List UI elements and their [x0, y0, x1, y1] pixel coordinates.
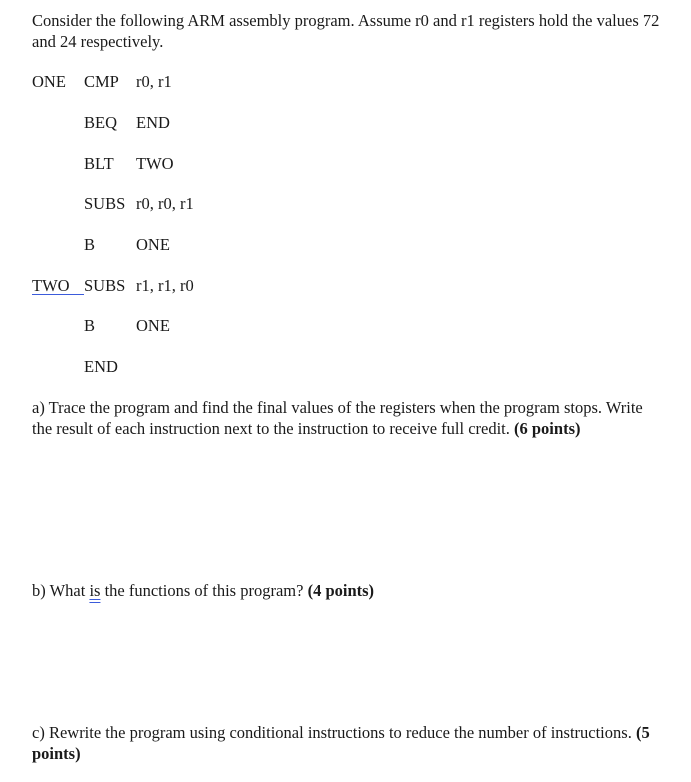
code-operands: ONE [136, 316, 170, 335]
code-label: ONE [32, 72, 66, 91]
question-b-underlined-word: is [89, 581, 101, 600]
code-line [0, 193, 691, 215]
code-mnemonic: CMP [84, 72, 119, 91]
question-c-points: (5 points) [32, 723, 650, 763]
code-line [0, 153, 691, 175]
question-a-text: a) Trace the program and find the final values of the registers when the program stops. Write the result of each instruction next to the instruction to receive full credit. [32, 398, 643, 438]
code-line [0, 234, 691, 256]
question-b-points: (4 points) [307, 581, 375, 600]
code-mnemonic: BEQ [84, 113, 117, 132]
code-operands: ONE [136, 235, 170, 254]
code-operands: TWO [136, 154, 174, 173]
code-operands: r1, r1, r0 [136, 276, 194, 295]
code-line [0, 112, 691, 134]
code-label: TWO [32, 276, 70, 295]
question-a [32, 397, 662, 439]
code-line [0, 275, 691, 297]
question-b [32, 580, 662, 601]
problem-intro: Consider the following ARM assembly program. Assume r0 and r1 registers hold the values 72 and 24 respectively. [32, 11, 660, 51]
code-operands: r0, r0, r1 [136, 194, 194, 213]
code-line [0, 71, 691, 93]
code-mnemonic: SUBS [84, 276, 126, 295]
code-mnemonic: BLT [84, 154, 114, 173]
code-mnemonic: SUBS [84, 194, 126, 213]
question-b-text-after: the functions of this program? [100, 581, 304, 600]
code-mnemonic: B [84, 316, 96, 335]
code-operands: r0, r1 [136, 72, 172, 91]
code-mnemonic: END [84, 357, 118, 376]
question-b-text-before: b) What [32, 581, 90, 600]
question-a-points: (6 points) [514, 419, 581, 438]
question-c [32, 722, 662, 764]
code-line [0, 315, 691, 337]
code-operands: END [136, 113, 170, 132]
code-mnemonic: B [84, 235, 96, 254]
question-c-text: c) Rewrite the program using conditional instructions to reduce the number of instructions. [32, 723, 632, 742]
code-line [0, 356, 691, 378]
